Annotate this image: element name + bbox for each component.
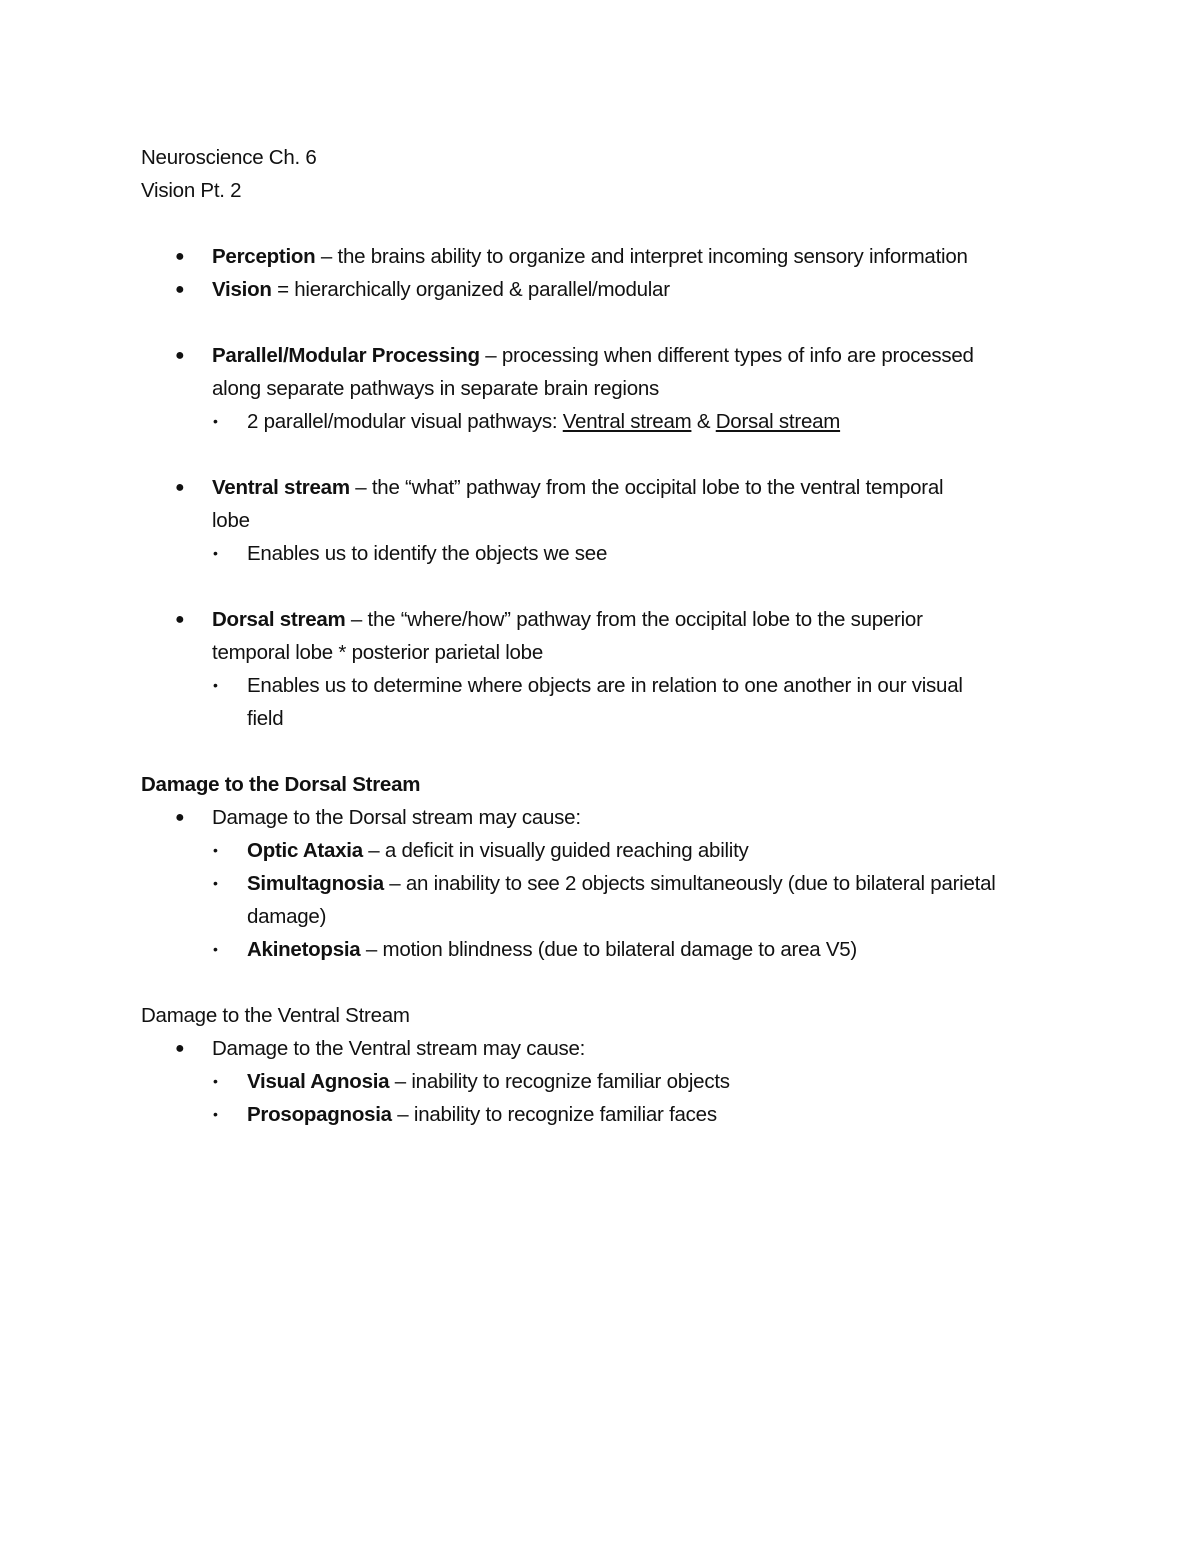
- bullet-icon: ●: [175, 479, 185, 496]
- sub-bullet-icon: •: [213, 413, 218, 429]
- definition-visual-agnosia: – inability to recognize familiar objects: [389, 1070, 730, 1093]
- sub-bullet-pathways: [141, 405, 1061, 438]
- bullet-icon: ●: [175, 611, 185, 628]
- bullet-icon: ●: [175, 347, 185, 364]
- document-subtitle: Vision Pt. 2: [141, 179, 242, 202]
- bullet-icon: ●: [175, 248, 185, 265]
- heading-dorsal-damage: Damage to the Dorsal Stream: [141, 773, 421, 796]
- dorsal-sub-text: Enables us to determine where objects are in relation to one another in our visual: [247, 674, 963, 697]
- term-optic-ataxia: Optic Ataxia: [247, 839, 363, 862]
- definition-simultagnosia: – an inability to see 2 objects simultaneously (due to bilateral parietal: [383, 872, 996, 895]
- bullet-icon: ●: [175, 809, 185, 826]
- bullet-icon: ●: [175, 1040, 185, 1057]
- bullet-ventral-damage-intro: [141, 1032, 1061, 1065]
- dorsal-stream-underlined: Dorsal stream: [715, 410, 841, 433]
- spacer: [141, 438, 1061, 471]
- definition-vision: = hierarchically organized & parallel/modular: [271, 278, 670, 301]
- term-ventral-stream: Ventral stream: [212, 476, 350, 499]
- term-vision: Vision: [212, 278, 272, 301]
- spacer: [141, 735, 1061, 768]
- sub-bullet-dorsal-cont: field: [247, 707, 284, 730]
- spacer: [141, 966, 1061, 999]
- definition-ventral-stream: – the “what” pathway from the occipital lobe to the ventral temporal: [349, 476, 944, 499]
- bullet-icon: ●: [175, 281, 185, 298]
- bullet-ventral-stream: [141, 471, 1061, 504]
- bullet-dorsal-damage-intro: [141, 801, 1061, 834]
- bullet-dorsal-stream-cont: temporal lobe * posterior parietal lobe: [212, 641, 543, 664]
- sub-bullet-dorsal: [141, 669, 1061, 702]
- definition-perception: – the brains ability to organize and interpret incoming sensory information: [315, 245, 968, 268]
- sub-bullet-icon: •: [213, 941, 218, 957]
- sub-bullet-optic-ataxia: [141, 834, 1061, 867]
- definition-dorsal-stream: – the “where/how” pathway from the occipital lobe to the superior: [345, 608, 923, 631]
- document-page: [141, 141, 1061, 1131]
- ventral-sub-text: Enables us to identify the objects we see: [247, 542, 608, 565]
- bullet-vision: [141, 273, 1061, 306]
- sub-bullet-visual-agnosia: [141, 1065, 1061, 1098]
- sub-bullet-prosopagnosia: [141, 1098, 1061, 1131]
- bullet-parallel-processing: [141, 339, 1061, 372]
- spacer: [141, 570, 1061, 603]
- term-simultagnosia: Simultagnosia: [247, 872, 384, 895]
- bullet-dorsal-stream: [141, 603, 1061, 636]
- document-title: Neuroscience Ch. 6: [141, 146, 317, 169]
- sub-bullet-icon: •: [213, 545, 218, 561]
- bullet-ventral-stream-cont: lobe: [212, 509, 250, 532]
- spacer: [141, 306, 1061, 339]
- ventral-damage-intro-text: Damage to the Ventral stream may cause:: [212, 1037, 586, 1060]
- pathways-text: 2 parallel/modular visual pathways:: [247, 410, 563, 433]
- definition-optic-ataxia: – a deficit in visually guided reaching ability: [362, 839, 749, 862]
- bullet-parallel-processing-cont: along separate pathways in separate brain regions: [212, 377, 660, 400]
- ampersand: &: [691, 410, 716, 433]
- term-perception: Perception: [212, 245, 316, 268]
- sub-bullet-icon: •: [213, 1106, 218, 1122]
- definition-akinetopsia: – motion blindness (due to bilateral damage to area V5): [360, 938, 857, 961]
- sub-bullet-icon: •: [213, 1073, 218, 1089]
- sub-bullet-akinetopsia: [141, 933, 1061, 966]
- term-parallel-processing: Parallel/Modular Processing: [212, 344, 480, 367]
- term-akinetopsia: Akinetopsia: [247, 938, 361, 961]
- ventral-stream-underlined: Ventral stream: [562, 410, 692, 433]
- term-visual-agnosia: Visual Agnosia: [247, 1070, 390, 1093]
- bullet-perception: [141, 240, 1061, 273]
- sub-bullet-icon: •: [213, 875, 218, 891]
- term-prosopagnosia: Prosopagnosia: [247, 1103, 392, 1126]
- sub-bullet-ventral: [141, 537, 1061, 570]
- dorsal-damage-intro-text: Damage to the Dorsal stream may cause:: [212, 806, 581, 829]
- definition-prosopagnosia: – inability to recognize familiar faces: [391, 1103, 717, 1126]
- definition-parallel-processing: – processing when different types of info are processed: [479, 344, 974, 367]
- term-dorsal-stream: Dorsal stream: [212, 608, 346, 631]
- heading-ventral-damage: Damage to the Ventral Stream: [141, 1004, 410, 1027]
- sub-bullet-icon: •: [213, 677, 218, 693]
- sub-bullet-simultagnosia-cont: damage): [247, 905, 327, 928]
- sub-bullet-simultagnosia: [141, 867, 1061, 900]
- sub-bullet-icon: •: [213, 842, 218, 858]
- spacer: [141, 207, 1061, 240]
